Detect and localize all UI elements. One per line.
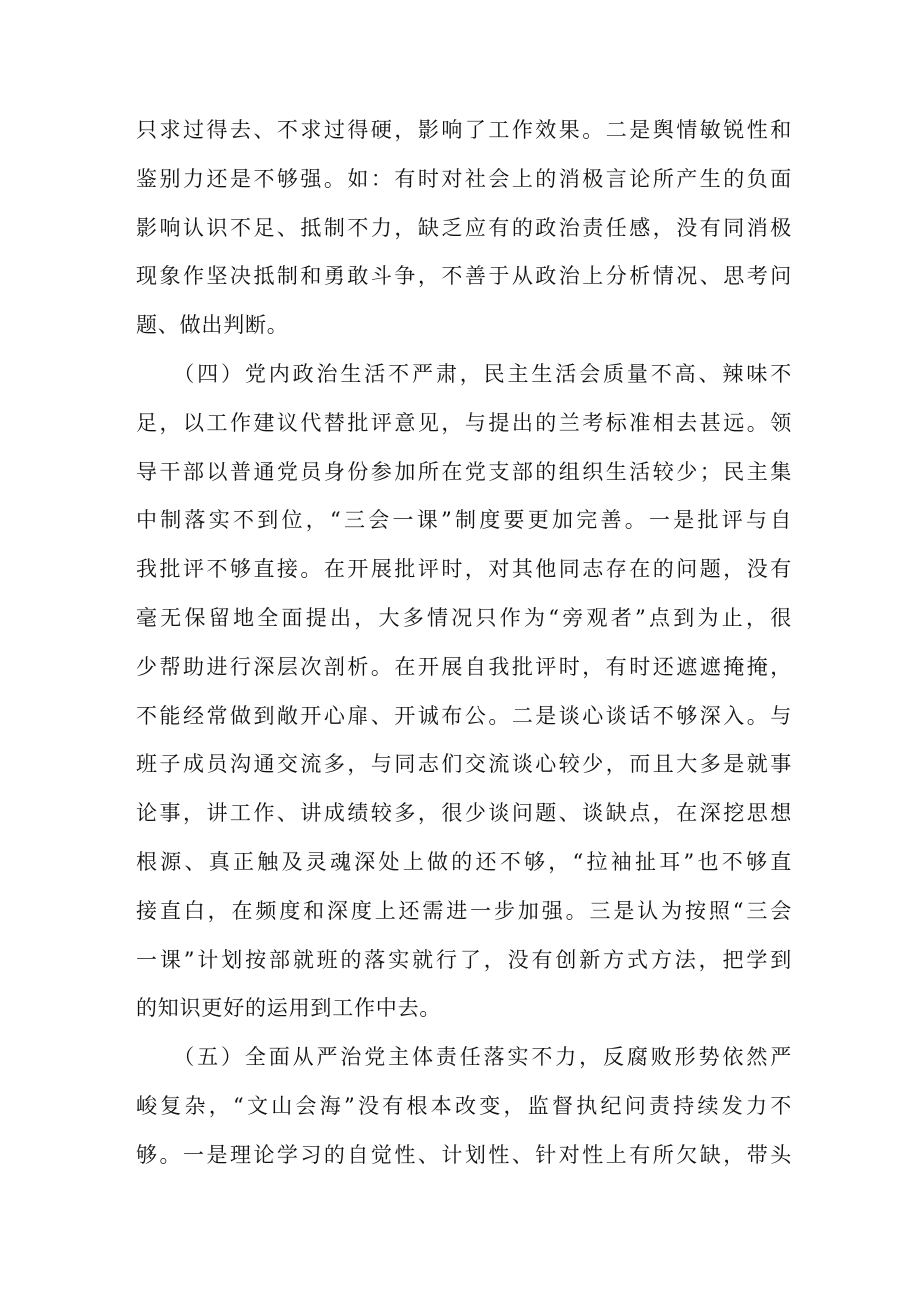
text-line: 够。一是理论学习的自觉性、计划性、针对性上有所欠缺，带头 <box>136 1142 792 1167</box>
text-line: 少帮助进行深层次剖析。在开展自我批评时，有时还遮遮掩掩， <box>136 654 792 679</box>
text-line: 峻复杂，“文山会海”没有根本改变，监督执纪问责持续发力不 <box>136 1093 792 1118</box>
text-line: 只求过得去、不求过得硬，影响了工作效果。二是舆情敏锐性和 <box>136 118 792 142</box>
text-line: 鉴别力还是不够强。如：有时对社会上的消极言论所产生的负面 <box>136 166 792 191</box>
text-line: 影响认识不足、抵制不力，缺乏应有的政治责任感，没有同消极 <box>136 215 792 240</box>
text-line: 导干部以普通党员身份参加所在党支部的组织生活较少；民主集 <box>136 459 792 484</box>
document-body <box>136 106 792 1180</box>
text-line: 我批评不够直接。在开展批评时，对其他同志存在的问题，没有 <box>136 557 792 582</box>
text-line: 毫无保留地全面提出，大多情况只作为“旁观者”点到为止，很 <box>136 605 792 630</box>
text-line: 题、做出判断。 <box>136 313 289 338</box>
text-line: 中制落实不到位，“三会一课”制度要更加完善。一是批评与自 <box>136 508 792 533</box>
text-line: （五）全面从严治党主体责任落实不力，反腐败形势依然严 <box>136 1045 792 1070</box>
text-line: 接直白，在频度和深度上还需进一步加强。三是认为按照“三会 <box>136 898 792 923</box>
text-line: 足，以工作建议代替批评意见，与提出的兰考标准相去甚远。领 <box>136 410 792 435</box>
text-line: 班子成员沟通交流多，与同志们交流谈心较少，而且大多是就事 <box>136 752 792 777</box>
text-line: 不能经常做到敞开心扉、开诚布公。二是谈心谈话不够深入。与 <box>136 703 792 728</box>
text-line: 的知识更好的运用到工作中去。 <box>136 996 442 1021</box>
text-line: （四）党内政治生活不严肃，民主生活会质量不高、辣味不 <box>136 361 792 386</box>
text-line: 一课”计划按部就班的落实就行了，没有创新方式方法，把学到 <box>136 947 792 972</box>
text-line: 现象作坚决抵制和勇敢斗争，不善于从政治上分析情况、思考问 <box>136 264 792 289</box>
text-line: 论事，讲工作、讲成绩较多，很少谈问题、谈缺点，在深挖思想 <box>136 801 792 826</box>
text-line: 根源、真正触及灵魂深处上做的还不够，“拉袖扯耳”也不够直 <box>136 849 792 874</box>
